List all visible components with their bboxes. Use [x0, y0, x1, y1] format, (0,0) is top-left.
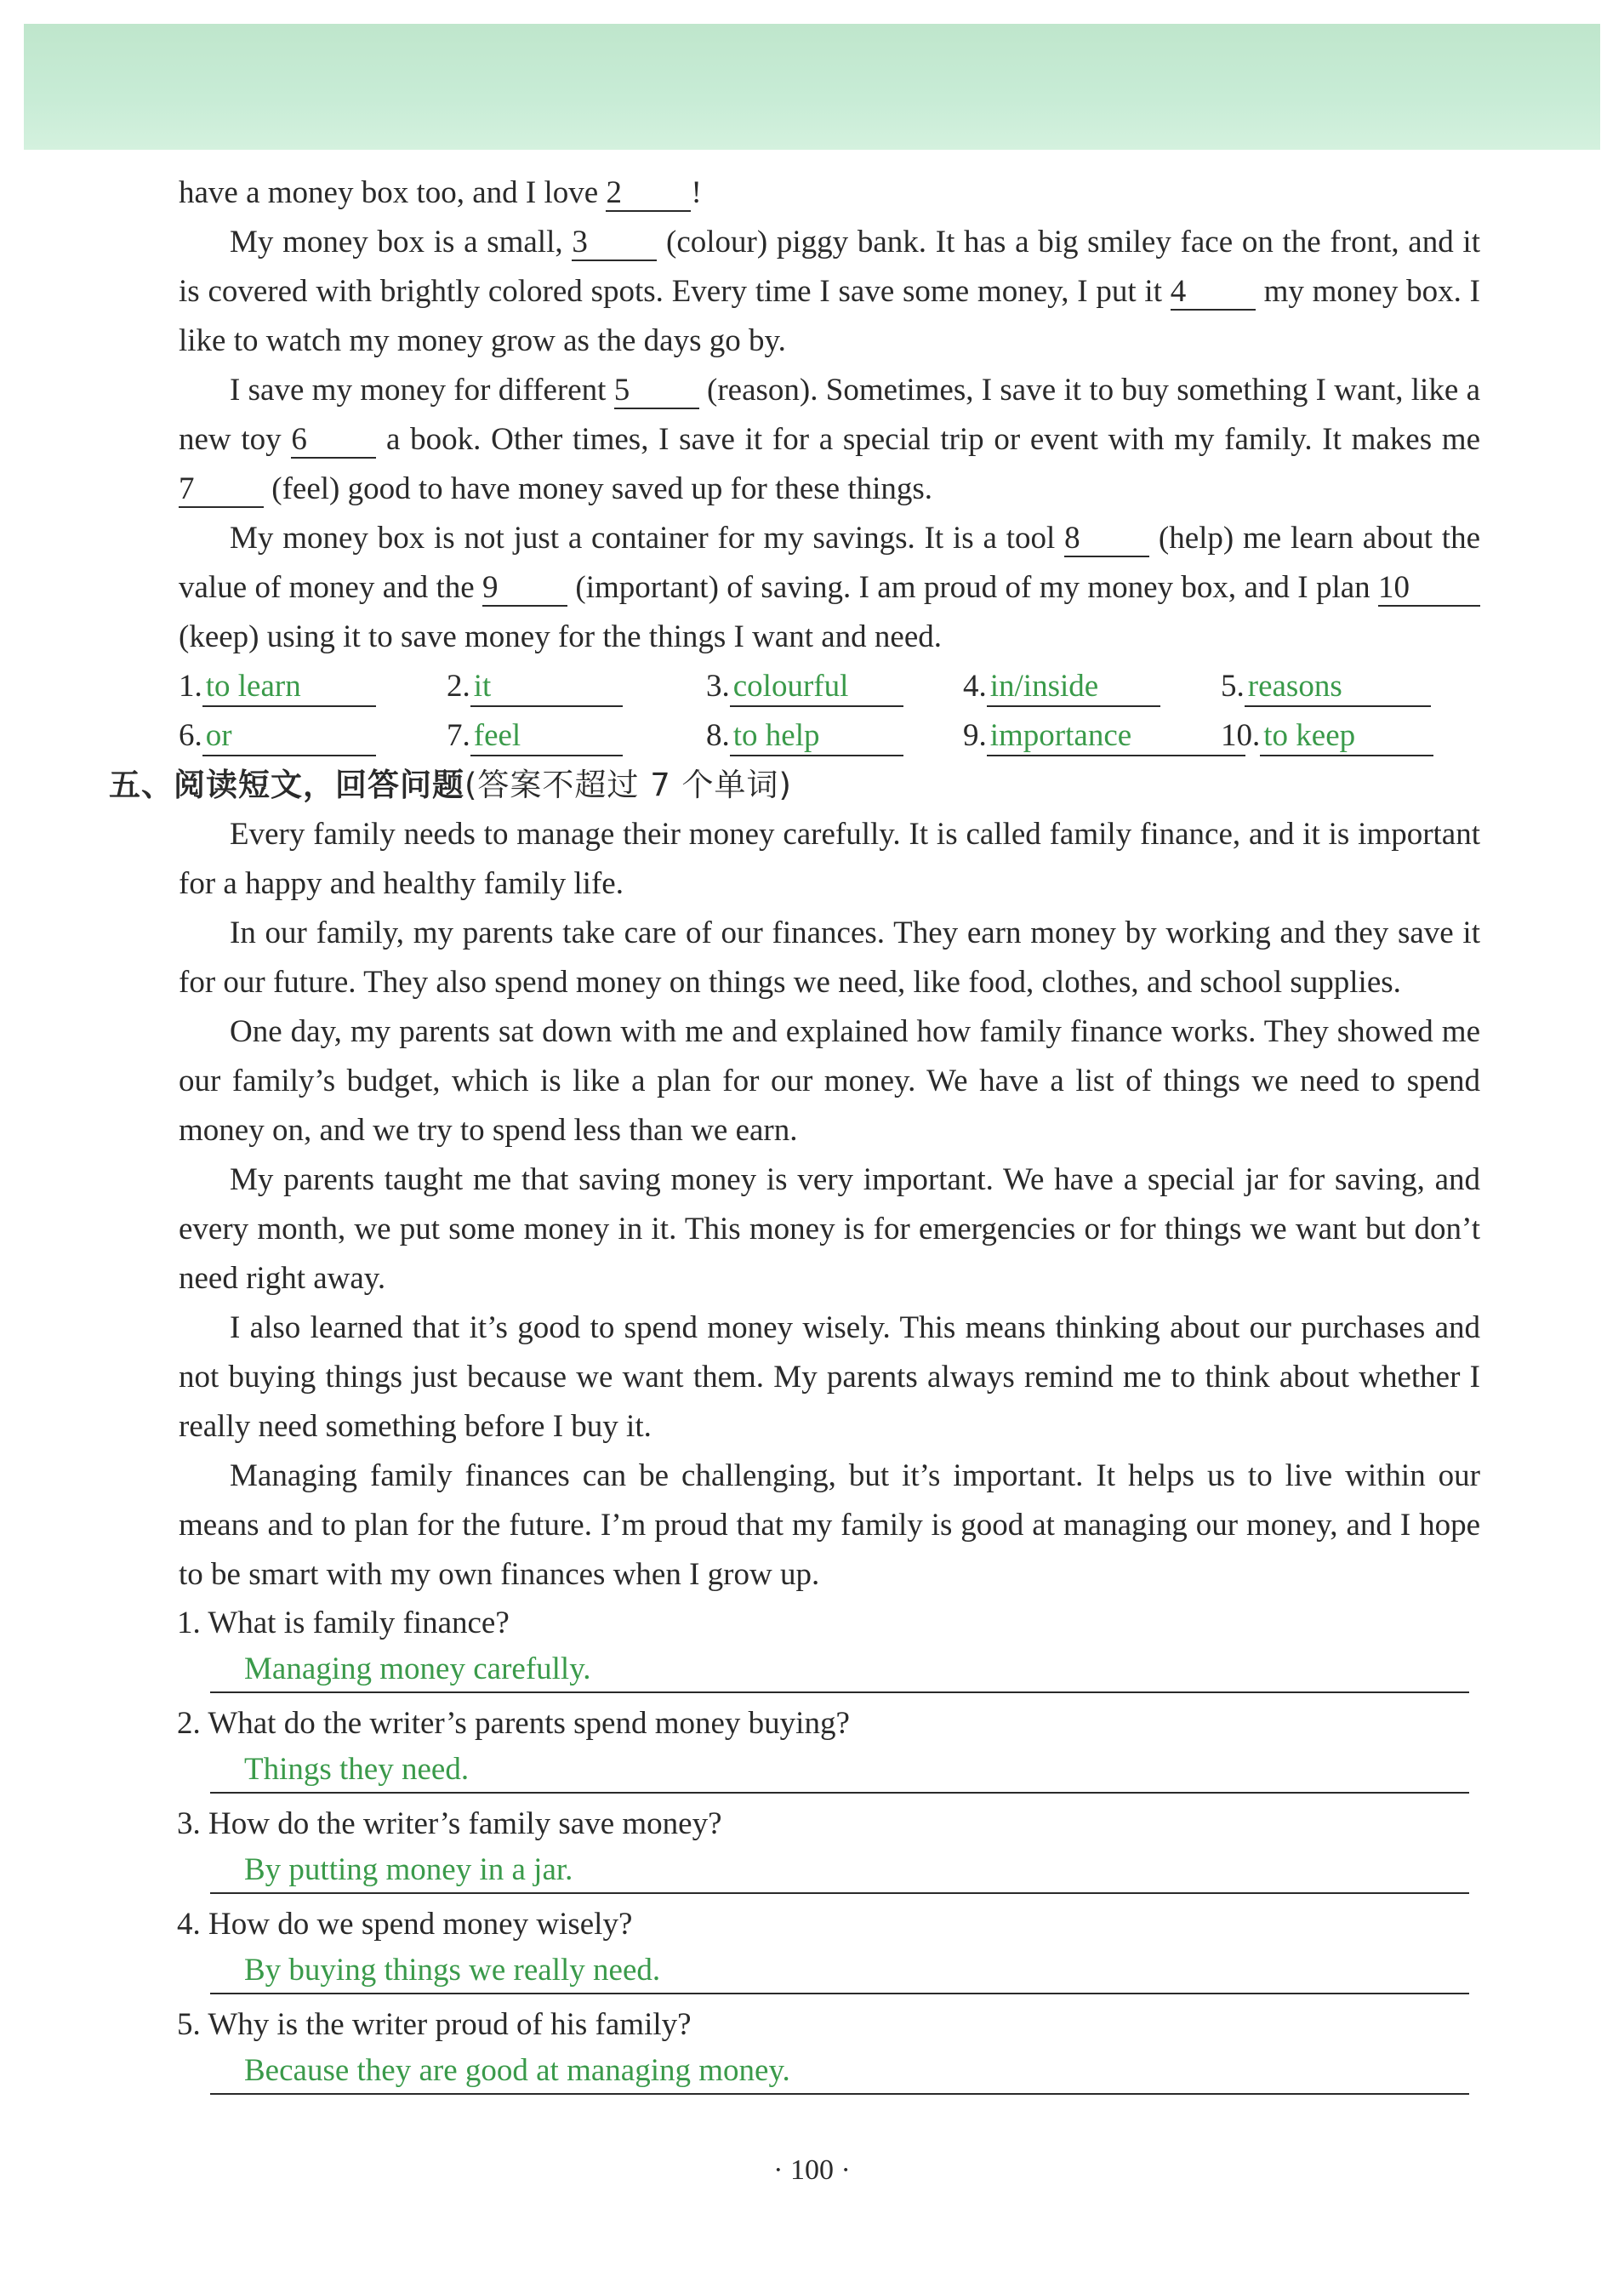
passage-paragraph-3: One day, my parents sat down with me and explained how family finance works. They showed me our family’s budget, which is like a plan for our money. We have a list of things we need to spend money on, and we try to spend less than we earn. [179, 1014, 1480, 1148]
cloze-text: a book. Other times, I save it for a special trip or event with my family. It makes me [376, 422, 1480, 457]
cloze-answer-3: 3. colourful [706, 662, 903, 711]
answer-5: Because they are good at managing money. [210, 2049, 1469, 2095]
passage-paragraph-4: My parents taught me that saving money is very important. We have a special jar for saving, and every month, we put some money in it. This money is for emergencies or for things we want but don’t need right away. [179, 1162, 1480, 1296]
questions-list [0, 1600, 1624, 2095]
cloze-answer-9: 9. importance [963, 711, 1245, 761]
cloze-text: My money box is a small, [230, 225, 573, 260]
cloze-paragraph-3 [179, 366, 1480, 514]
cloze-text: (colour) piggy bank. It has a big smiley face on the front, and it is covered with brightly colored spots. Every time I save some money, I put it [179, 225, 1480, 309]
question-5: 5. Why is the writer proud of his family? [177, 2007, 692, 2042]
answer-2: Things they need. [210, 1748, 1469, 1794]
cloze-answer-10: 10. to keep [1221, 711, 1433, 761]
cloze-paragraph-1 [179, 168, 1480, 218]
blank-5: 5 [614, 374, 699, 409]
page-number: · 100 · [773, 2154, 851, 2186]
cloze-text: (feel) good to have money saved up for these things. [264, 471, 933, 506]
cloze-paragraph-2 [179, 218, 1480, 366]
cloze-text: (keep) using it to save money for the things I want and need. [179, 619, 943, 654]
passage-paragraph-1: Every family needs to manage their money carefully. It is called family finance, and it is important for a happy and healthy family life. [179, 817, 1480, 901]
question-1: 1. What is family finance? [177, 1606, 510, 1640]
cloze-paragraph-4 [179, 514, 1480, 662]
page-content [0, 162, 1624, 2102]
section-title [109, 761, 1624, 810]
cloze-answer-4: 4. in/inside [963, 662, 1160, 711]
cloze-answer-1: 1. to learn [179, 662, 376, 711]
blank-8: 8 [1064, 522, 1149, 557]
blank-4: 4 [1171, 275, 1256, 311]
cloze-text: (reason). Sometimes, I save it to buy something I want, like a new toy [179, 373, 1480, 457]
passage-paragraph-5: I also learned that it’s good to spend money wisely. This means thinking about our purchases and not buying things just because we want them. My parents always remind me to think about whether I really need something before I buy it. [179, 1310, 1480, 1444]
question-4: 4. How do we spend money wisely? [177, 1907, 633, 1942]
cloze-text: have a money box too, and I love [179, 175, 607, 210]
blank-10: 10 [1378, 571, 1480, 607]
section-title-text: 五、阅读短文，回答问题 [109, 767, 464, 803]
cloze-text: I save my money for different [230, 373, 614, 408]
cloze-answer-6: 6. or [179, 711, 376, 761]
section-title-note: (答案不超过 7 个单词) [464, 767, 792, 803]
answer-3: By putting money in a jar. [210, 1848, 1469, 1894]
blank-7: 7 [179, 472, 264, 508]
cloze-answer-2: 2. it [447, 662, 623, 711]
question-3: 3. How do the writer’s family save money? [177, 1806, 722, 1841]
cloze-answer-5: 5. reasons [1221, 662, 1431, 711]
answer-4: By buying things we really need. [210, 1948, 1469, 1994]
cloze-answer-8: 8. to help [706, 711, 903, 761]
question-2: 2. What do the writer’s parents spend money buying? [177, 1706, 850, 1741]
cloze-answer-row-2 [179, 711, 1480, 761]
blank-2: 2 [606, 176, 691, 212]
cloze-text: (important) of saving. I am proud of my money box, and I plan [567, 570, 1378, 605]
cloze-text: my money box. I like to watch my money grow as the days go by. [179, 274, 1480, 358]
passage-paragraph-2: In our family, my parents take care of our finances. They earn money by working and they save it for our future. They also spend money on things we need, like food, clothes, and school supplies. [179, 916, 1480, 1000]
cloze-answer-7: 7. feel [447, 711, 623, 761]
blank-6: 6 [291, 423, 376, 459]
passage-paragraph-6: Managing family finances can be challenging, but it’s important. It helps us to live within our means and to plan for the future. I’m proud that my family is good at managing our money, and I hope to be smart with my own finances when I grow up. [179, 1458, 1480, 1592]
answer-1: Managing money carefully. [210, 1647, 1469, 1693]
blank-3: 3 [572, 225, 657, 261]
header-band [24, 24, 1600, 150]
blank-9: 9 [482, 571, 567, 607]
cloze-text: (help) me learn about the value of money and the [179, 521, 1480, 605]
cloze-text: My money box is not just a container for my savings. It is a tool [230, 521, 1065, 556]
cloze-answer-row-1 [179, 662, 1480, 711]
cloze-text: ! [691, 175, 702, 210]
